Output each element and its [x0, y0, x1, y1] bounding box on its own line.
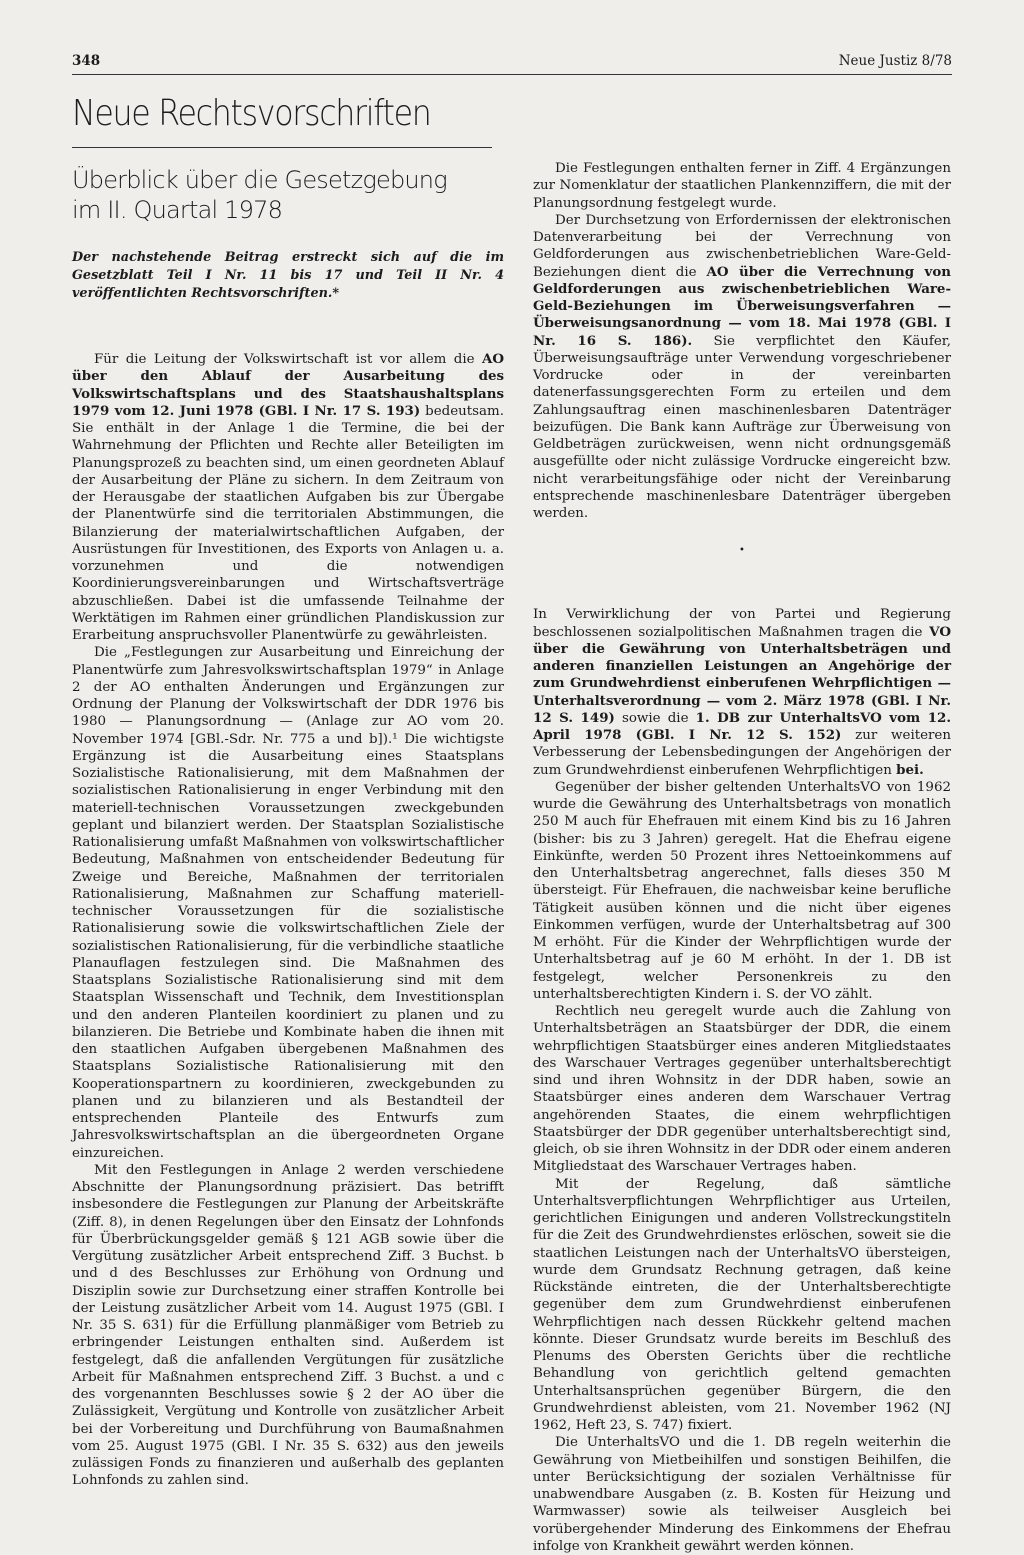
- paragraph: Mit der Regelung, daß sämtliche Unterhaltsverpflichtungen Wehrpflichtiger aus Urteilen, gerichtlichen Einigungen und anderen Vollstreckungstiteln für die Zeit des Grundwehrdienstes erlöschen, soweit sie die staatlichen Leistungen nach der UnterhaltsVO übersteigen, wurde dem Grundsatz Rechnung getragen, daß keine Rückstände eintreten, die der Unterhaltsberechtigte gegenüber dem zum Grundwehrdienst einberufenen Wehrpflichtigen nach dessen Rückkehr geltend machen könnte. Dieser Grundsatz wurde bereits im Beschluß des Plenums des Obersten Gerichts über die rechtliche Behandlung von gerichtlich geltend gemachten Unterhaltsansprüchen gegenüber Bürgern, die den Grundwehrdienst ableisten, vom 21. November 1962 (NJ 1962, Heft 23, S. 747) fixiert.: [533, 1176, 951, 1433]
- law-reference: AO über den Ablauf der Ausarbeitung des Volkswirtschaftsplans und des Staatshaushaltsplans 1979 vom 12. Juni 1978 (GBl. I Nr. 17 S. 193): [72, 351, 504, 419]
- paragraph: Gegenüber der bisher geltenden UnterhaltsVO von 1962 wurde die Gewährung des Unterhaltsbetrags von monatlich 250 M auch für Ehefrauen mit einem Kind bis zu 16 Jahren (bisher: bis zu 3 Jahren) geregelt. Hat die Ehefrau eigene Einkünfte, werden 50 Prozent ihres Nettoeinkommens auf den Unterhaltsbetrag angerechnet, falls dieses 350 M übersteigt. Für Ehefrauen, die nachweisbar keine berufliche Tätigkeit ausüben können und die nicht über eigenes Einkommen verfügen, wurde der Unterhaltsbetrag auf 300 M erhöht. Für die Kinder der Wehrpflichtigen wurde der Unterhaltsbetrag auf je 60 M erhöht. In der 1. DB ist festgelegt, welcher Personenkreis zu den unterhaltsberechtigten Kindern i. S. der VO zählt.: [533, 779, 951, 1002]
- law-reference: AO über die Verrechnung von Geldforderungen aus zwischenbetrieblichen Ware-Geld-Beziehungen im Überweisungsverfahren — Überweisungsanordnung — vom 18. Mai 1978 (GBl. I Nr. 16 S. 186).: [533, 263, 951, 349]
- paragraph: Rechtlich neu geregelt wurde auch die Zahlung von Unterhaltsbeträgen an Staatsbürger der DDR, die einem wehrpflichtigen Staatsbürger eines anderen Mitgliedstaates des Warschauer Vertrages gegenüber unterhaltsberechtigt sind und ihren Wohnsitz in der DDR haben, sowie an Staatsbürger eines anderen dem Warschauer Vertrag angehörenden Staates, die einem wehrpflichtigen Staatsbürger der DDR gegenüber unterhaltsberechtigt sind, gleich, ob sie ihren Wohnsitz in der DDR oder einem anderen Mitgliedstaat des Warschauer Vertrages haben.: [533, 1004, 951, 1175]
- article-title-line-1: Überblick über die Gesetzgebung: [72, 166, 447, 194]
- paragraph: Die „Festlegungen zur Ausarbeitung und Einreichung der Planentwürfe zum Jahresvolkswirtschaftsplan 1979“ in Anlage 2 der AO enthalten Änderungen und Ergänzungen zur Ordnung der Planung der Volkswirtschaft der DDR 1976 bis 1980 — Planungsordnung — (Anlage zur AO vom 20. November 1974 [GBl.-Sdr. Nr. 775 a und b]).¹ Die wichtigste Ergänzung ist die Ausarbeitung eines Staatsplans Sozialistische Rationalisierung, mit dem Maßnahmen der sozialistischen Rationalisierung in enger Verbindung mit den materiell-technischen Voraussetzungen zweckgebunden geplant und bilanziert werden. Der Staatsplan Sozialistische Rationalisierung umfaßt Maßnahmen von volkswirtschaftlicher Bedeutung, Maßnahmen von entscheidender Bedeutung für Zweige und Bereiche, Maßnahmen der territorialen Rationalisierung, Maßnahmen zur Schaffung materiell-technischer Voraussetzungen für die sozialistische Rationalisierung sowie die volkswirtschaftlichen Ziele der sozialistischen Rationalisierung, für die verbindliche staatliche Planauflagen festzulegen sind. Die Maßnahmen des Staatsplans Sozialistische Rationalisierung sind mit dem Staatsplan Wissenschaft und Technik, dem Investitionsplan und den anderen Planteilen koordiniert zu planen und zu bilanzieren. Die Betriebe und Kombinate haben die ihnen mit den staatlichen Aufgaben übergebenen Maßnahmen des Staatsplans Sozialistische Rationalisierung mit den Kooperationspartnern zu koordinieren, zweckgebunden zu planen und zu bilanzieren und als Bestandteil der entsprechenden Planteile des Entwurfs zum Jahresvolkswirtschaftsplan an die übergeordneten Organe einzureichen.: [72, 645, 504, 1161]
- header-rule: [72, 74, 952, 75]
- paragraph: In Verwirklichung der von Partei und Regierung beschlossenen sozialpolitischen Maßnahmen tragen die VO über die Gewährung von Unterhaltsbeträgen und anderen finanziellen Leistungen an Angehörige der zum Grundwehrdienst einberufenen Wehrpflichtigen — Unterhaltsverordnung — vom 2. März 1978 (GBl. I Nr. 12 S. 149) sowie die 1. DB zur UnterhaltsVO vom 12. April 1978 (GBl. I Nr. 12 S. 152) zur weiteren Verbesserung der Lebensbedingungen der Angehörigen der zum Grundwehrdienst einberufenen Wehrpflichtigen bei.: [533, 607, 952, 778]
- article-title: [72, 165, 504, 225]
- page-number: 348: [72, 53, 101, 69]
- paragraph: Für die Leitung der Volkswirtschaft ist vor allem die AO über den Ablauf der Ausarbeitung des Volkswirtschaftsplans und des Staatshaushaltsplans 1979 vom 12. Juni 1978 (GBl. I Nr. 17 S. 193) bedeutsam. Sie enthält in der Anlage 1 die Termine, die bei der Wahrnehmung der Pflichten und Rechte aller Beteiligten im Planungsprozeß zu beachten sind, um einen geordneten Ablauf der Ausarbeitung der Pläne zu sichern. In dem Zeitraum von der Herausgabe der staatlichen Aufgaben bis zur Übergabe der Planentwürfe sind die territorialen Abstimmungen, die Bilanzierung der materialwirtschaftlichen Aufgaben, der Ausrüstungen für Investitionen, des Exports von Anlagen u. a. vorzunehmen und die notwendigen Koordinierungsvereinbarungen und Wirtschaftsverträge abzuschließen. Dabei ist die umfassende Teilnahme der Werktätigen im Rahmen einer gründlichen Plandiskussion zur Erarbeitung anspruchsvoller Planentwürfe zu gewährleisten.: [72, 351, 504, 643]
- law-reference: 1. DB zur UnterhaltsVO vom 12. April 1978 (GBl. I Nr. 12 S. 152): [533, 709, 952, 743]
- right-column: [533, 160, 951, 1555]
- left-column: [72, 165, 504, 1490]
- law-reference: VO über die Gewährung von Unterhaltsbeträgen und anderen finanziellen Leistungen an Angehörige der zum Grundwehrdienst einberufenen Wehrpflichtigen — Unterhaltsverordnung — vom 2. März 1978 (GBl. I Nr. 12 S. 149): [533, 623, 951, 726]
- section-title-rule: [72, 147, 492, 148]
- paragraph: Mit den Festlegungen in Anlage 2 werden verschiedene Abschnitte der Planungsordnung präzisiert. Das betrifft insbesondere die Festlegungen zur Planung der Arbeitskräfte (Ziff. 8), in denen Regelungen über den Einsatz der Lohnfonds für Überbrückungsgelder gemäß § 121 AGB sowie über die Vergütung zusätzlicher Arbeit entsprechend Ziff. 3 Buchst. b und d des Beschlusses zur Erhöhung von Ordnung und Disziplin sowie zur Durchsetzung einer straffen Kontrolle bei der Leistung zusätzlicher Arbeit vom 14. August 1975 (GBl. I Nr. 35 S. 631) für die Erfüllung planmäßiger vom Betrieb zu erbringender Leistungen enthalten sind. Außerdem ist festgelegt, daß die anfallenden Vergütungen für zusätzliche Arbeit für Maßnahmen entsprechend Ziff. 3 Buchst. a und c des vorgenannten Beschlusses sowie § 2 der AO über die Zulässigkeit, Vergütung und Kontrolle von zusätzlicher Arbeit bei der Vorbereitung und Durchführung von Baumaßnahmen vom 25. August 1975 (GBl. I Nr. 35 S. 632) aus den jeweils zulässigen Fonds zu finanzieren und außerhalb des geplanten Lohnfonds zu zahlen sind.: [72, 1162, 504, 1489]
- paragraph: Die UnterhaltsVO und die 1. DB regeln weiterhin die Gewährung von Mietbeihilfen und sonstigen Beihilfen, die unter Berücksichtigung der sozialen Verhältnisse für unabwendbare Ausgaben (z. B. Kosten für Heizung und Warmwasser) sowie als teilweiser Ausgleich bei vorübergehender Minderung des Einkommens der Ehefrau infolge von Krankheit gewährt werden können.: [533, 1435, 951, 1554]
- paragraph: Der Durchsetzung von Erfordernissen der elektronischen Datenverarbeitung bei der Verrechnung von Geldforderungen aus zwischenbetrieblichen Ware-Geld-Beziehungen dient die AO über die Verrechnung von Geldforderungen aus zwischenbetrieblichen Ware-Geld-Beziehungen im Überweisungsverfahren — Überweisungsanordnung — vom 18. Mai 1978 (GBl. I Nr. 16 S. 186). Sie verpflichtet den Käufer, Überweisungsaufträge unter Verwendung vorgeschriebener Vordrucke oder in der vereinbarten datenerfassungsgerechten Form zu erteilen und dem Zahlungsauftrag einen maschinenlesbaren Datenträger beizufügen. Die Bank kann Aufträge zur Überweisung von Geldbeträgen zurückweisen, wenn nicht ordnungsgemäß ausgefüllte oder nicht zulässige Vordrucke eingereicht bzw. nicht verarbeitungsfähige oder nicht der Vereinbarung entsprechende maschinenlesbare Datenträger übergeben werden.: [533, 212, 951, 521]
- article-title-line-2: im II. Quartal 1978: [72, 196, 283, 224]
- journal-name: Neue Justiz 8/78: [838, 53, 952, 69]
- section-divider: •: [739, 545, 745, 557]
- article-lead: Der nachstehende Beitrag erstreckt sich auf die im Gesetzblatt Teil I Nr. 11 bis 17 und Teil II Nr. 4 veröffentlichten Rechtsvorschriften.*: [72, 250, 504, 301]
- section-title: Neue Rechtsvorschriften: [72, 93, 431, 134]
- paragraph: Die Festlegungen enthalten ferner in Ziff. 4 Ergänzungen zur Nomenklatur der staatlichen Plankennziffern, die mit der Planungsordnung festgelegt wurde.: [533, 161, 951, 211]
- page-header: [72, 53, 952, 75]
